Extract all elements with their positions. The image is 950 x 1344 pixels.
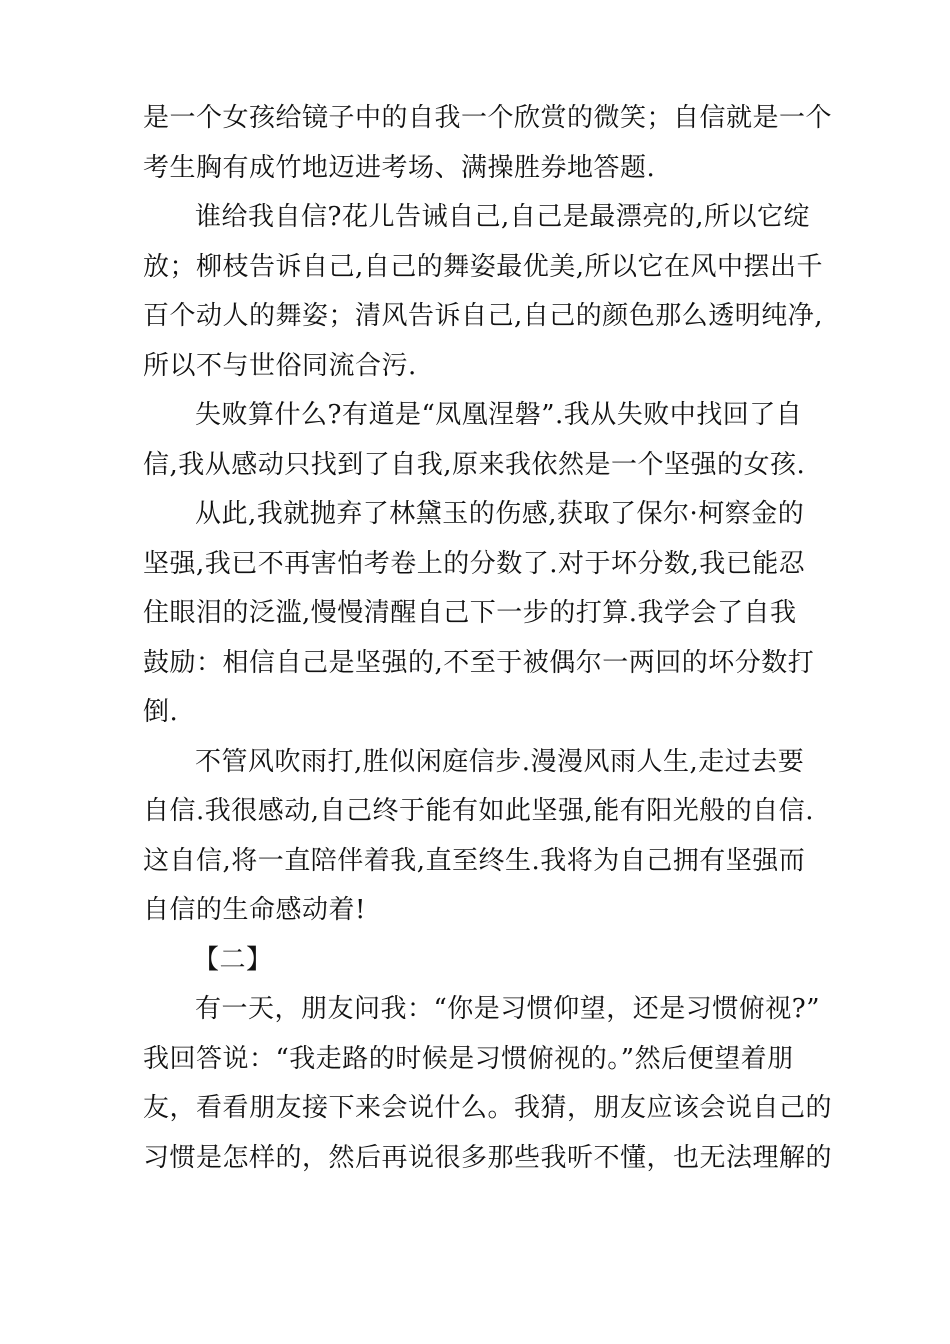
paragraph-first-line: 从此,我就抛弃了林黛玉的伤感,获取了保尔·柯察金的: [195, 499, 805, 529]
text-line: 鼓励：相信自己是坚强的,不至于被偶尔一两回的坏分数打: [143, 647, 815, 678]
text-line: 所以不与世俗同流合污.: [143, 350, 417, 381]
text-line: 考生胸有成竹地迈进考场、满操胜券地答题.: [143, 152, 656, 183]
text-line: 百个动人的舞姿；清风告诉自己,自己的颜色那么透明纯净,: [143, 301, 824, 331]
text-line: 自信.我很感动,自己终于能有如此坚强,能有阳光般的自信.: [143, 796, 815, 826]
text-line: 信,我从感动只找到了自我,原来我依然是一个坚强的女孩.: [143, 449, 806, 480]
text-line: 放；柳枝告诉自己,自己的舞姿最优美,所以它在风中摆出千: [143, 251, 824, 282]
text-line: 是一个女孩给镜子中的自我一个欣赏的微笑；自信就是一个: [143, 103, 833, 133]
text-line: 自信的生命感动着!: [143, 895, 366, 925]
text-line: 习惯是怎样的，然后再说很多那些我听不懂，也无法理解的: [143, 1142, 833, 1173]
section-heading: 【二】: [193, 944, 273, 975]
text-line: 我回答说：“我走路的时候是习惯俯视的。”然后便望着朋: [143, 1043, 794, 1074]
text-line: 倒.: [143, 697, 179, 727]
text-line: 坚强,我已不再害怕考卷上的分数了.对于坏分数,我已能忍: [143, 548, 806, 579]
paragraph-first-line: 不管风吹雨打,胜似闲庭信步.漫漫风雨人生,走过去要: [195, 746, 805, 777]
document-body: [143, 94, 833, 1183]
paragraph-first-line: 有一天，朋友问我：“你是习惯仰望，还是习惯俯视?”: [195, 994, 821, 1024]
paragraph-first-line: 失败算什么?有道是“凤凰涅磐”.我从失败中找回了自: [195, 400, 803, 430]
text-line: 友，看看朋友接下来会说什么。我猜，朋友应该会说自己的: [143, 1093, 833, 1123]
paragraph-first-line: 谁给我自信?花儿告诫自己,自己是最漂亮的,所以它绽: [195, 202, 810, 232]
text-line: 这自信,将一直陪伴着我,直至终生.我将为自己拥有坚强而: [143, 845, 806, 876]
text-line: 住眼泪的泛滥,慢慢清醒自己下一步的打算.我学会了自我: [143, 598, 797, 628]
